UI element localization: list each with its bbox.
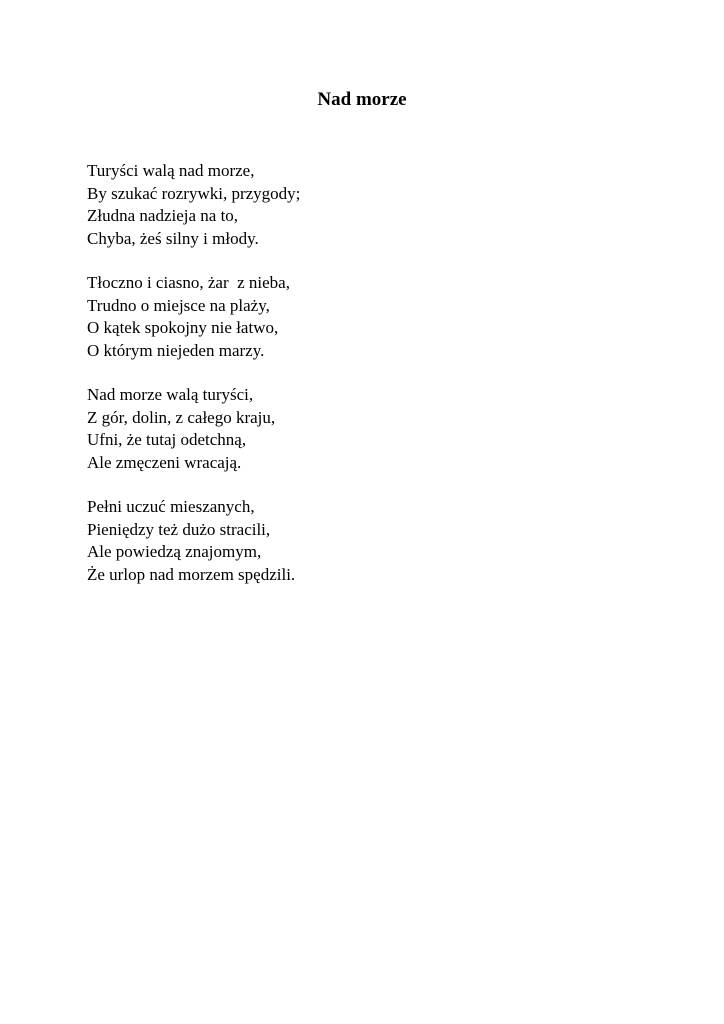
poem-title: Nad morze [317, 89, 407, 110]
poem-line: Że urlop nad morzem spędzili. [87, 564, 296, 584]
stanza-1 [87, 160, 647, 250]
stanza-2 [87, 272, 647, 362]
stanza-4 [87, 496, 647, 586]
poem-line: Nad morze walą turyści, [87, 385, 254, 404]
poem-line: O kątek spokojny nie łatwo, [87, 318, 279, 337]
poem-line: Turyści walą nad morze, [87, 161, 255, 180]
poem-line: Ufni, że tutaj odetchną, [87, 430, 247, 449]
poem-line: By szukać rozrywki, przygody; [87, 183, 301, 203]
poem-line: Pełni uczuć mieszanych, [87, 497, 255, 516]
poem-line: Ale zmęczeni wracają. [87, 452, 242, 472]
poem-line: Chyba, żeś silny i młody. [87, 228, 259, 248]
poem-line: Ale powiedzą znajomym, [87, 542, 262, 561]
poem-body [87, 160, 647, 608]
poem-line: Złudna nadzieja na to, [87, 206, 239, 225]
poem-line: Pieniędzy też dużo stracili, [87, 519, 271, 539]
poem-line: O którym niejeden marzy. [87, 340, 265, 360]
poem-line: Tłoczno i ciasno, żar z nieba, [87, 273, 290, 292]
stanza-3 [87, 384, 647, 474]
poem-line: Z gór, dolin, z całego kraju, [87, 407, 276, 427]
poem-line: Trudno o miejsce na plaży, [87, 295, 270, 315]
